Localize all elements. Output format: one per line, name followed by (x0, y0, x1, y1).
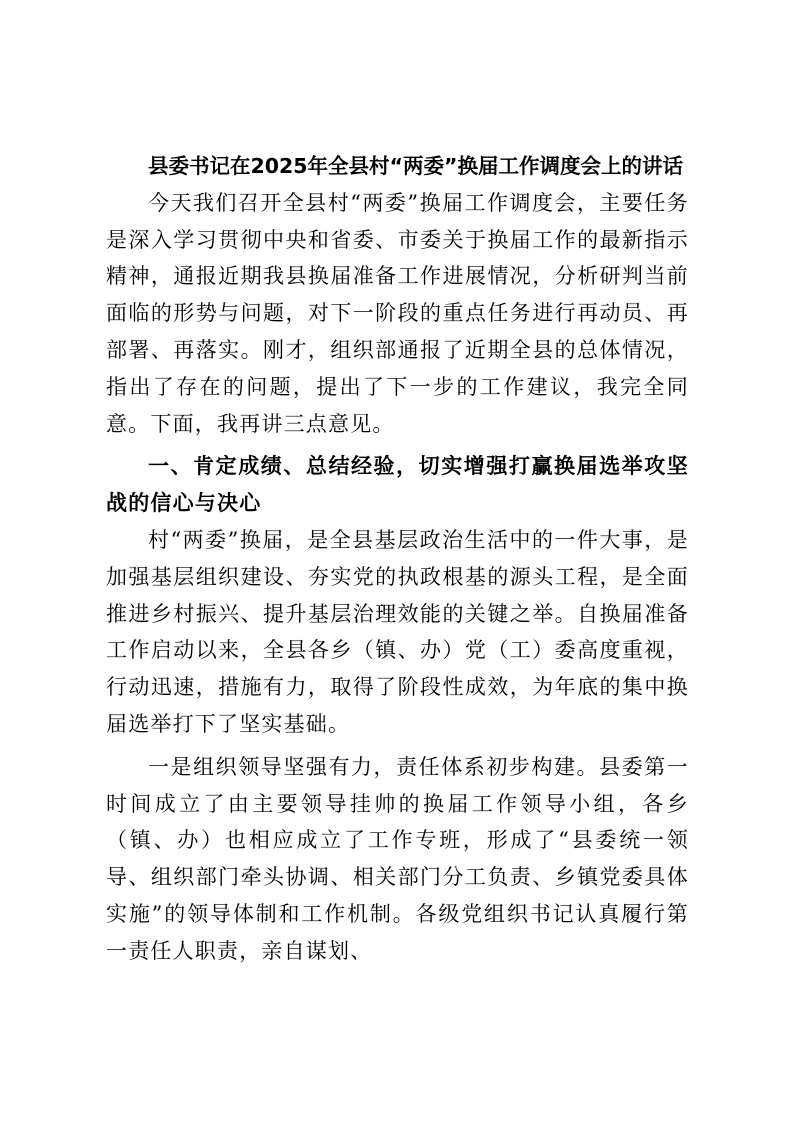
paragraph-section-1: 村“两委”换届，是全县基层政治生活中的一件大事，是加强基层组织建设、夯实党的执政根基的源头工程，是全面推进乡村振兴、提升基层治理效能的关键之举。自换届准备工作启动以来，全县各乡（镇、办）党（工）委高度重视，行动迅速，措施有力，取得了阶段性成效，为年底的集中换届选举打下了坚实基础。 (106, 527, 689, 736)
document-title: 县委书记在2025年全县村“两委”换届工作调度会上的讲话 (148, 154, 684, 178)
document-body (106, 148, 689, 970)
section-heading-1: 一、肯定成绩、总结经验，切实增强打赢换届选举攻坚战的信心与决心 (106, 454, 689, 516)
paragraph-intro: 今天我们召开全县村“两委”换届工作调度会，主要任务是深入学习贯彻中央和省委、市委关于换届工作的最新指示精神，通报近期我县换届准备工作进展情况，分析研判当前面临的形势与问题，对下一阶段的重点任务进行再动员、再部署、再落实。刚才，组织部通报了近期全县的总体情况，指出了存在的问题，提出了下一步的工作建议，我完全同意。下面，我再讲三点意见。 (106, 190, 689, 436)
paragraph-point-1: 一是组织领导坚强有力，责任体系初步构建。县委第一时间成立了由主要领导挂帅的换届工作领导小组，各乡（镇、办）也相应成立了工作专班，形成了“县委统一领导、组织部门牵头协调、相关部门分工负责、乡镇党委具体实施”的领导体制和工作机制。各级党组织书记认真履行第一责任人职责，亲自谋划、 (106, 754, 689, 963)
